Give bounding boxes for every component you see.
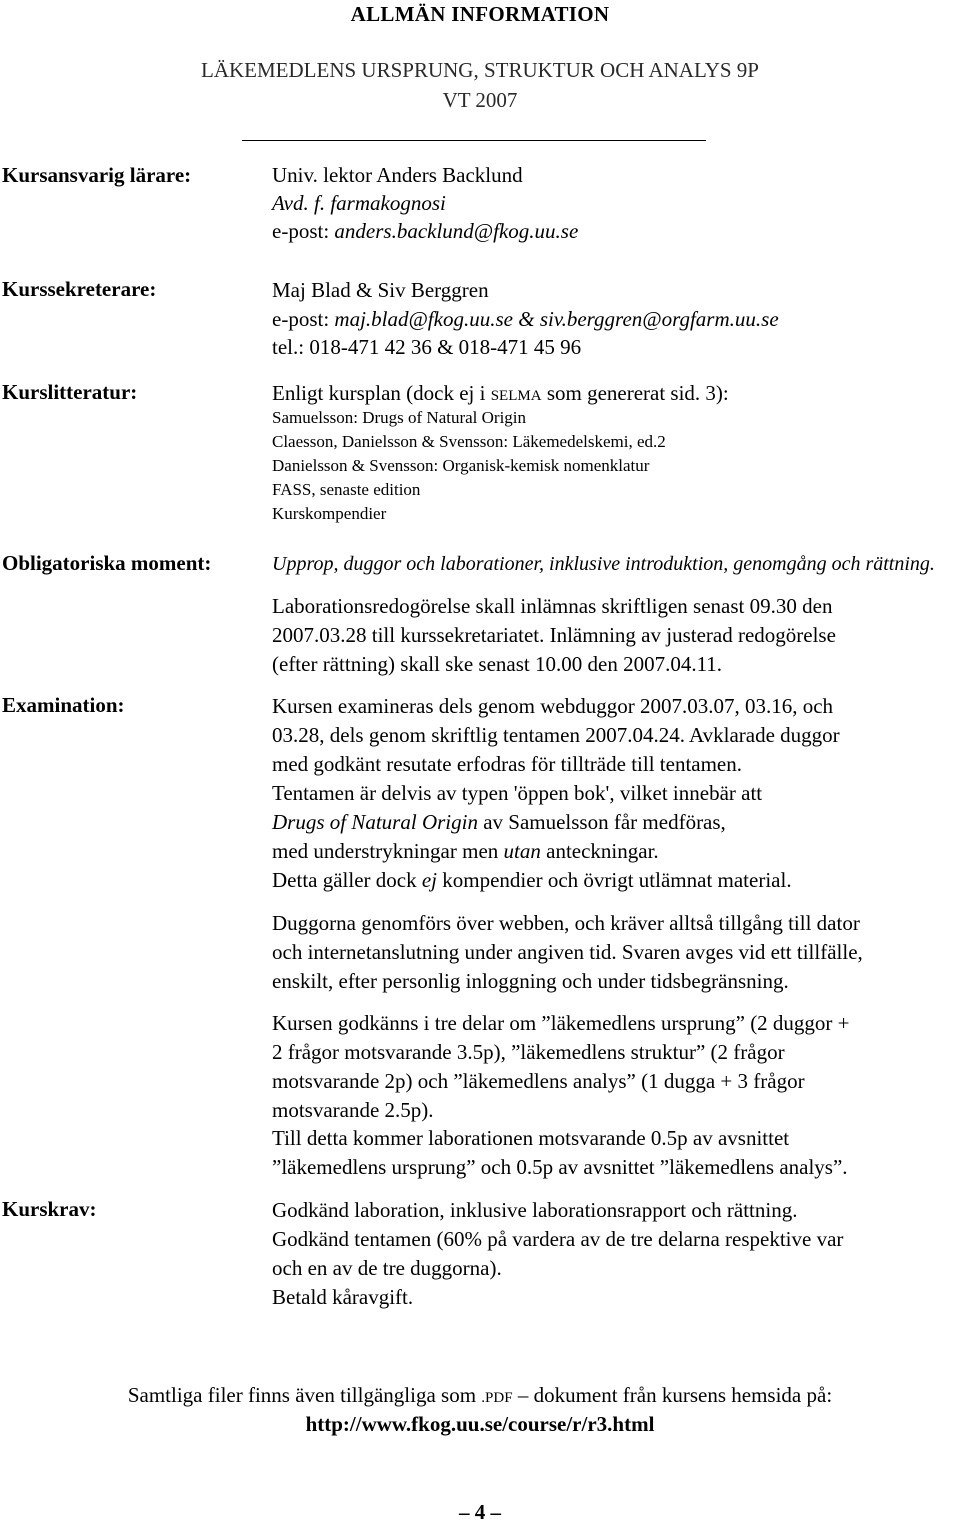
kurssekreterare-names: Maj Blad & Siv Berggren bbox=[272, 278, 489, 302]
obligatoriska-line: 2007.03.28 till kurssekretariatet. Inlämning av justerad redogörelse bbox=[272, 623, 836, 647]
examination-line: med godkänt resutate erfodras för tillträde till tentamen. bbox=[272, 752, 742, 776]
examination-label: Examination: bbox=[2, 693, 125, 717]
email-prefix: e-post: bbox=[272, 219, 330, 243]
intro-text-b: som genererat sid. 3): bbox=[546, 381, 729, 405]
godkanns-line: Till detta kommer laborationen motsvarande 0.5p av avsnittet bbox=[272, 1126, 790, 1150]
footer-text-b: – dokument från kursens hemsida på: bbox=[517, 1383, 833, 1407]
page-number: – 4 – bbox=[459, 1500, 501, 1524]
godkanns-line: ”läkemedlens ursprung” och 0.5p av avsnittet ”läkemedlens analys”. bbox=[272, 1155, 848, 1179]
kurssekreterare-email-2[interactable]: siv.berggren@orgfarm.uu.se bbox=[539, 307, 779, 331]
detta-text-a: Detta gäller dock bbox=[272, 868, 417, 892]
kurskrav-line: Godkänd tentamen (60% på vardera av de tre delarna respektive var bbox=[272, 1227, 844, 1251]
kursansvarig-dept: Avd. f. farmakognosi bbox=[272, 191, 446, 215]
footer-note bbox=[0, 1383, 960, 1408]
detta-text-b: kompendier och övrigt utlämnat material. bbox=[442, 868, 792, 892]
book-item: Kurskompendier bbox=[272, 504, 387, 523]
duggor-line: och internetanslutning under angiven tid. Svaren avges vid ett tillfälle, bbox=[272, 940, 863, 964]
duggor-line: enskilt, efter personlig inloggning och under tidsbegränsning. bbox=[272, 969, 789, 993]
examination-notes-line bbox=[272, 837, 659, 866]
notes-text-a: med understrykningar men bbox=[272, 839, 499, 863]
kurssekreterare-tel: tel.: 018-471 42 36 & 018-471 45 96 bbox=[272, 335, 582, 359]
pdf-abbrev: .PDF bbox=[481, 1390, 513, 1406]
ampersand: & bbox=[518, 307, 535, 331]
book-item: FASS, senaste edition bbox=[272, 480, 421, 499]
kurslitteratur-label: Kurslitteratur: bbox=[2, 380, 138, 404]
godkanns-line: Kursen godkänns i tre delar om ”läkemedlens ursprung” (2 duggor + bbox=[272, 1011, 850, 1035]
kurskrav-label: Kurskrav: bbox=[2, 1197, 97, 1221]
kursansvarig-email-row bbox=[272, 217, 578, 246]
header-divider bbox=[242, 140, 706, 141]
book-item: Claesson, Danielsson & Svensson: Läkemedelskemi, ed.2 bbox=[272, 432, 666, 451]
course-url[interactable]: http://www.fkog.uu.se/course/r/r3.html bbox=[305, 1412, 655, 1436]
book-rest: av Samuelsson får medföras, bbox=[483, 810, 726, 834]
obligatoriska-line: (efter rättning) skall ske senast 10.00 den 2007.04.11. bbox=[272, 652, 723, 676]
document-title: ALLMÄN INFORMATION bbox=[350, 2, 610, 26]
examination-line: 03.28, dels genom skriftlig tentamen 2007.04.24. Avklarade duggor bbox=[272, 723, 840, 747]
kurskrav-line: Godkänd laboration, inklusive laborationsrapport och rättning. bbox=[272, 1198, 798, 1222]
godkanns-line: motsvarande 2.5p). bbox=[272, 1098, 434, 1122]
course-name: LÄKEMEDLENS URSPRUNG, STRUKTUR OCH ANALYS 9P bbox=[201, 58, 759, 82]
email-prefix: e-post: bbox=[272, 307, 330, 331]
duggor-line: Duggorna genomförs över webben, och kräver alltså tillgång till dator bbox=[272, 911, 860, 935]
obligatoriska-items: Upprop, duggor och laborationer, inklusive introduktion, genomgång och rättning. bbox=[272, 553, 935, 575]
obligatoriska-label: Obligatoriska moment: bbox=[2, 551, 212, 575]
course-term: VT 2007 bbox=[442, 88, 518, 112]
book-title: Drugs of Natural Origin bbox=[272, 810, 478, 834]
book-item: Samuelsson: Drugs of Natural Origin bbox=[272, 408, 527, 427]
godkanns-line: 2 frågor motsvarande 3.5p), ”läkemedlens struktur” (2 frågor bbox=[272, 1040, 785, 1064]
kurssekreterare-label: Kurssekreterare: bbox=[2, 277, 157, 301]
kurssekreterare-email-1[interactable]: maj.blad@fkog.uu.se bbox=[334, 307, 513, 331]
obligatoriska-line: Laborationsredogörelse skall inlämnas skriftligen senast 09.30 den bbox=[272, 594, 833, 618]
selma-abbrev: SELMA bbox=[490, 388, 542, 404]
godkanns-line: motsvarande 2p) och ”läkemedlens analys” (1 dugga + 3 frågor bbox=[272, 1069, 805, 1093]
kursansvarig-name: Univ. lektor Anders Backlund bbox=[272, 163, 523, 187]
notes-text-b: anteckningar. bbox=[546, 839, 659, 863]
intro-text-a: Enligt kursplan (dock ej i bbox=[272, 381, 486, 405]
kursansvarig-email[interactable]: anders.backlund@fkog.uu.se bbox=[334, 219, 579, 243]
kurskrav-line: Betald kåravgift. bbox=[272, 1285, 414, 1309]
notes-utan: utan bbox=[503, 839, 541, 863]
examination-line: Tentamen är delvis av typen 'öppen bok', vilket innebär att bbox=[272, 781, 763, 805]
detta-ej: ej bbox=[421, 868, 438, 892]
kurssekreterare-email-row bbox=[272, 305, 779, 334]
kurskrav-line: och en av de tre duggorna). bbox=[272, 1256, 502, 1280]
examination-book-line bbox=[272, 808, 726, 837]
book-item: Danielsson & Svensson: Organisk-kemisk nomenklatur bbox=[272, 456, 650, 475]
footer-text-a: Samtliga filer finns även tillgängliga som bbox=[127, 1383, 477, 1407]
examination-line: Kursen examineras dels genom webduggor 2007.03.07, 03.16, och bbox=[272, 694, 834, 718]
kursansvarig-label: Kursansvarig lärare: bbox=[2, 163, 192, 187]
examination-detta-line bbox=[272, 866, 792, 895]
